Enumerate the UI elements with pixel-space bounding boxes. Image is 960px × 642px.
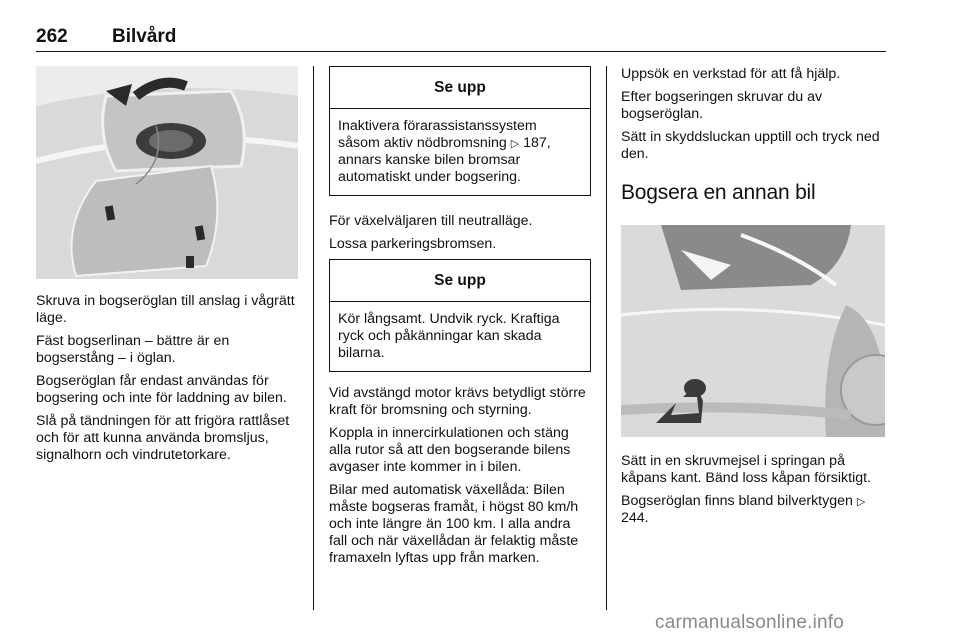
column-divider bbox=[606, 66, 607, 610]
page-reference[interactable]: 187 bbox=[523, 135, 547, 151]
paragraph: Bilar med automatisk växellåda: Bilen måste bogseras framåt, i högst 80 km/h och inte längre än 100 km. I alla andra fall och när växellådan är felaktig måste framaxeln lyftas upp från marken. bbox=[329, 482, 579, 566]
paragraph: Efter bogseringen skruvar du av bogseröglan. bbox=[621, 89, 823, 122]
paragraph: För växelväljaren till neutralläge. bbox=[329, 213, 533, 229]
paragraph: Bogseröglan finns bland bilverktygen ▷ 244. bbox=[621, 493, 866, 526]
watermark: carmanualsonline.info bbox=[655, 612, 845, 633]
caution-box bbox=[329, 259, 591, 372]
paragraph: Uppsök en verkstad för att få hjälp. bbox=[621, 66, 841, 82]
tow-eye-illustration bbox=[36, 66, 298, 279]
page-reference[interactable]: 244 bbox=[621, 510, 645, 526]
paragraph: Fäst bogserlinan – bättre är en bogserstång – i öglan. bbox=[36, 333, 230, 366]
paragraph: Lossa parkeringsbromsen. bbox=[329, 236, 497, 252]
section-title: Bilvård bbox=[112, 26, 177, 47]
caution-text: Inaktivera förarassistanssystem såsom aktiv nödbromsning ▷ 187, annars kanske bilen bromsar automatiskt under bogsering. bbox=[338, 118, 551, 185]
paragraph: Vid avstängd motor krävs betydligt större kraft för bromsning och styrning. bbox=[329, 385, 586, 418]
page-reference-icon: ▷ bbox=[856, 495, 866, 508]
caution-title: Se upp bbox=[330, 260, 590, 302]
paragraph: Sätt in skyddsluckan upptill och tryck ned den. bbox=[621, 129, 880, 162]
page-reference-icon: ▷ bbox=[510, 137, 520, 150]
section-heading: Bogsera en annan bil bbox=[621, 181, 816, 204]
caution-box bbox=[329, 66, 591, 196]
paragraph: Koppla in innercirkulationen och stäng alla rutor så att den bogserande bilens avgaser inte kommer in i bilen. bbox=[329, 425, 571, 475]
paragraph: Bogseröglan får endast användas för bogsering och inte för laddning av bilen. bbox=[36, 373, 287, 406]
column-2 bbox=[329, 66, 591, 573]
column-3 bbox=[621, 66, 885, 533]
paragraph: Sätt in en skruvmejsel i springan på kåpans kant. Bänd loss kåpan försiktigt. bbox=[621, 453, 871, 486]
page-header bbox=[36, 26, 886, 52]
rear-bumper-illustration bbox=[621, 225, 885, 437]
caution-text: Kör långsamt. Undvik ryck. Kraftiga ryck och påkänningar kan skada bilarna. bbox=[338, 311, 560, 361]
column-divider bbox=[313, 66, 314, 610]
column-1 bbox=[36, 66, 298, 470]
paragraph: Slå på tändningen för att frigöra rattlåset och för att kunna använda bromsljus, signalhorn och vindrutetorkare. bbox=[36, 413, 290, 463]
page-number: 262 bbox=[36, 26, 68, 47]
caution-title: Se upp bbox=[330, 67, 590, 109]
paragraph: Skruva in bogseröglan till anslag i vågrätt läge. bbox=[36, 293, 295, 326]
